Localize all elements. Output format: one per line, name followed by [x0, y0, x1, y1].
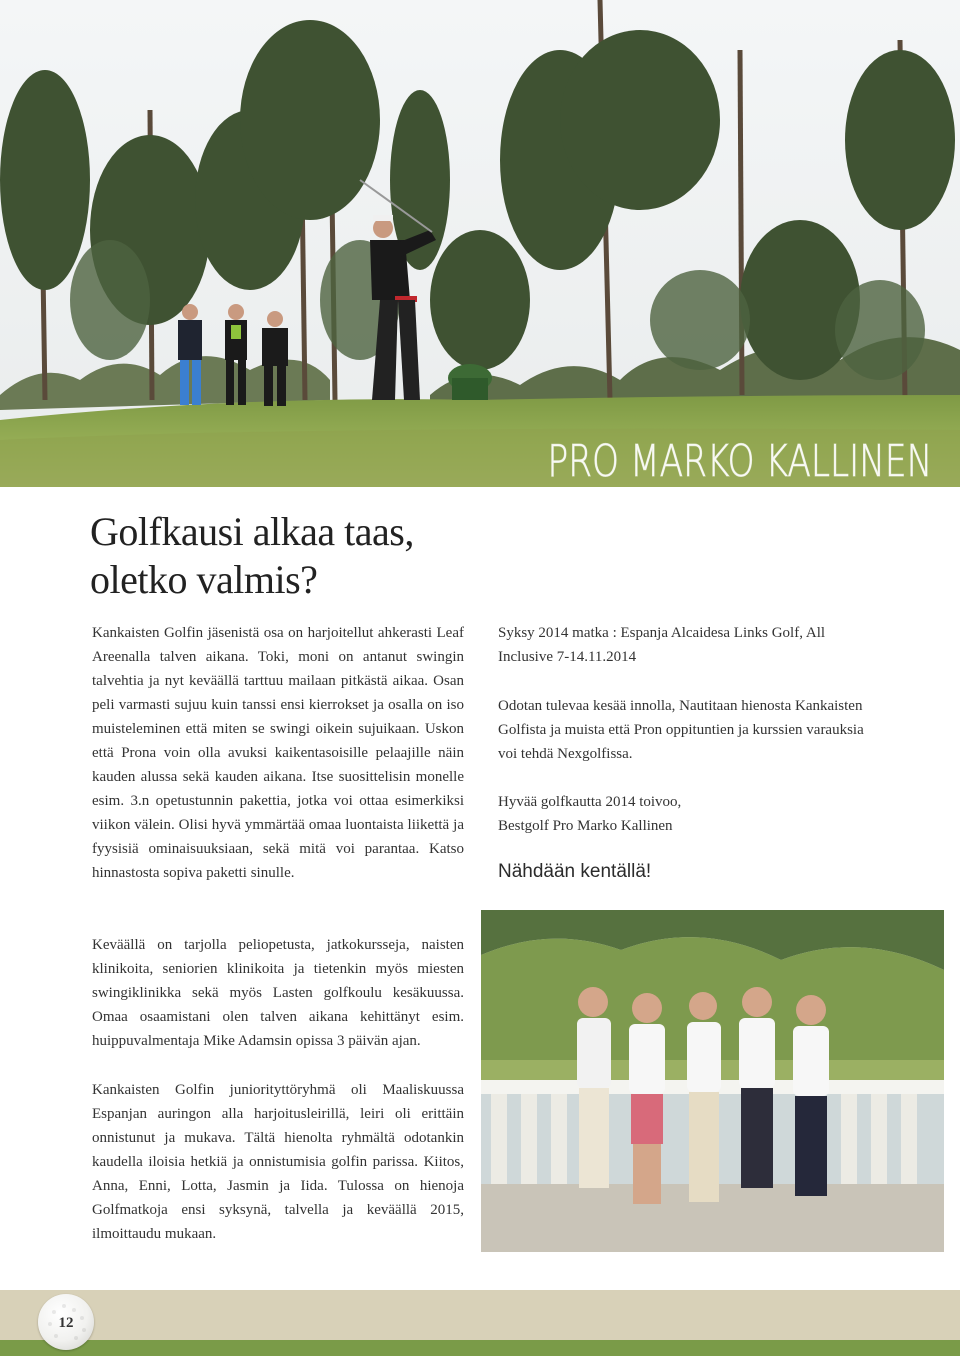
- banner-title: PRO MARKO KALLINEN: [547, 436, 932, 487]
- headline-line-2: oletko valmis?: [90, 557, 318, 602]
- footer-stripe: [0, 1340, 960, 1356]
- headline-line-1: Golfkausi alkaa taas,: [90, 509, 414, 554]
- paragraph-summer: Odotan tulevaa kesää innolla, Nautitaan hienosta Kankaisten Golfista ja muista että Pron oppituntien ja kurssien varauksia voi tehdä Nexgolfissa.: [498, 698, 864, 762]
- junior-group-photo: [481, 910, 944, 1252]
- junior-group-illustration: [481, 910, 944, 1252]
- paragraph-autumn-trip: Syksy 2014 matka : Espanja Alcaidesa Links Golf, All Inclusive 7-14.11.2014: [498, 625, 826, 665]
- closing-line: Nähdään kentällä!: [498, 861, 652, 882]
- page-number: 12: [58, 1315, 74, 1331]
- footer-band: [0, 1290, 960, 1340]
- paragraph-intro: Kankaisten Golfin jäsenistä osa on harjoitellut ahkerasti Leaf Areenalla talven aikana. Toki, moni on antanut swingin talvehtia ja nyt keväällä tarttuu mailaan pitkästä aikaa. Osan peli varmasti sujuu kuin tanssi ensi kierrokset ja osalla on iso muisteleminen että miten se swingi oikein sujuikaan. Uskon että Prona voin olla avuksi kaikentasoisille pelaajille näin kauden alussa sekä kauden aikana. Itse suosittelisin monelle esim. 3.n opetustunnin pakettia, jotka voi ottaa esimerkiksi viikon välein. Olisi hyvä ymmärtää omaa luontaista liikettä ja fyysisiä ominaisuuksiaan, sekä mitä voi parantaa. Katso hinnastosta sopiva paketti sinulle.: [92, 625, 464, 881]
- greeting-block: [498, 790, 868, 838]
- golf-course-illustration: [0, 0, 960, 487]
- greeting-line-1: Hyvää golfkautta 2014 toivoo,: [498, 794, 682, 810]
- article-headline: [90, 508, 470, 604]
- greeting-line-2: Bestgolf Pro Marko Kallinen: [498, 818, 673, 834]
- paragraph-junior-camp: Kankaisten Golfin juniorityttöryhmä oli Maaliskuussa Espanjan auringon alla harjoitusleirillä, leiri oli erittäin onnistunut ja mukava. Tältä hienolta ryhmältä odotankin kaudella iloisia hetkiä ja onnistumisia golfin parissa. Kiitos, Anna, Enni, Lotta, Jasmin ja Iida. Tulossa on hienoja Golfmatkoja ensi syksynä, talvella ja keväällä 2015, ilmoittaudu mukaan.: [92, 1082, 464, 1242]
- hero-photo-golfer: [0, 0, 960, 487]
- paragraph-spring-offering: Keväällä on tarjolla peliopetusta, jatkokursseja, naisten klinikoita, seniorien klinikoita ja tietenkin myös miesten swingiklinikka sekä myös Lasten golfkoulu kesäkuussa. Omaa osaamistani olen talven aikana kehittänyt esim. huippuvalmentaja Mike Adamsin opissa 3 päivän ajan.: [92, 937, 464, 1049]
